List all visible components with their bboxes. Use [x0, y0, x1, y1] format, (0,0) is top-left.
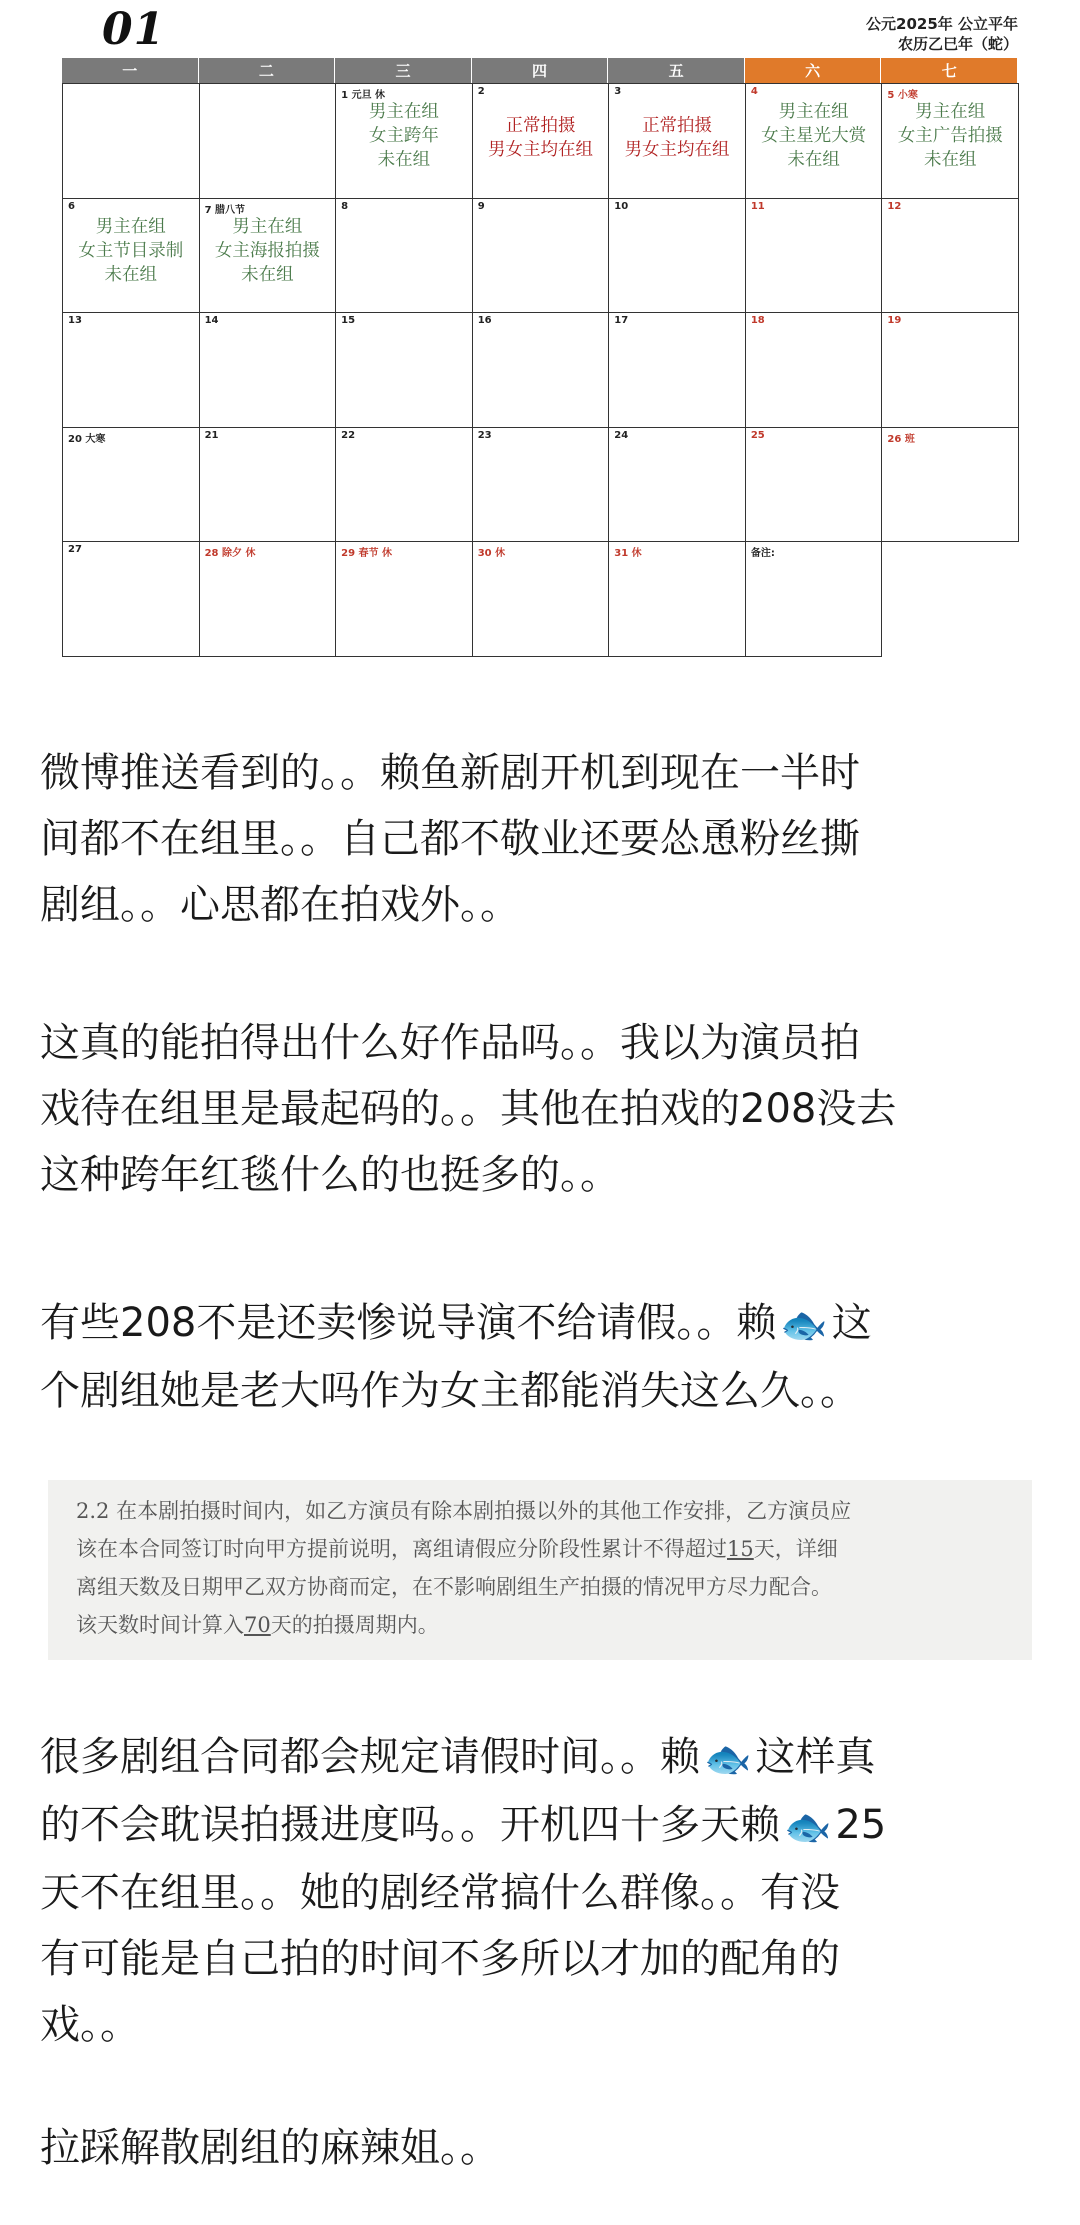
day-event-line: 女主海报拍摄 — [214, 240, 320, 261]
day-number: 28 除夕 休 — [204, 548, 256, 559]
day-number: 25 — [750, 429, 765, 441]
day-number: 15 — [341, 315, 356, 326]
post-text: 这真的能拍得出什么好作品吗。。我以为演员拍 — [40, 1020, 860, 1066]
contract-shoot-days: 70 — [244, 1613, 271, 1637]
post-text: 这种跨年红毯什么的也挺多的。。 — [40, 1152, 620, 1198]
day-event-line: 男主在组 — [95, 216, 166, 237]
contract-excerpt-image — [48, 1480, 1032, 1660]
post-text: 个剧组她是老大吗作为女主都能消失这么久。。 — [40, 1368, 860, 1414]
calendar-day-cell — [746, 313, 883, 428]
day-number: 1 元旦 休 — [341, 90, 386, 101]
calendar-day-cell — [746, 542, 883, 657]
day-event — [336, 100, 472, 172]
day-event-line: 男女主均在组 — [624, 140, 730, 160]
calendar-day-cell — [336, 542, 473, 657]
day-number: 16 — [477, 315, 492, 326]
day-event-line: 正常拍摄 — [505, 116, 576, 136]
calendar-lunar-line: 农历乙巳年（蛇） — [897, 35, 1018, 53]
calendar-day-cell — [473, 199, 610, 314]
post-text: 戏。。 — [40, 2002, 140, 2048]
day-number: 14 — [204, 315, 219, 326]
day-number: 31 休 — [614, 548, 642, 559]
calendar-year-line: 公元2025年 公立平年 — [866, 15, 1018, 33]
calendar-day-cell — [882, 84, 1019, 199]
day-number: 7 腊八节 — [204, 204, 246, 216]
post-text: 戏待在组里是最起码的。。其他在拍戏的208没去 — [40, 1086, 897, 1132]
calendar-day-cell — [473, 84, 610, 199]
day-number: 12 — [887, 200, 902, 212]
post-text: 微博推送看到的。。赖鱼新剧开机到现在一半时 — [40, 750, 860, 796]
post-text: 25 — [835, 1802, 887, 1848]
post-paragraph-2 — [40, 1010, 1040, 1208]
day-event — [746, 100, 882, 172]
contract-line: 2.2 在本剧拍摄时间内，如乙方演员有除本剧拍摄以外的其他工作安排，乙方演员应 — [76, 1499, 852, 1523]
calendar-day-cell — [336, 199, 473, 314]
post-text: 有可能是自己拍的时间不多所以才加的配角的 — [40, 1936, 840, 1982]
post-paragraph-1 — [40, 740, 1040, 938]
post-text: 拉踩解散剧组的麻辣姐。。 — [40, 2125, 500, 2171]
calendar-day-cell — [609, 313, 746, 428]
calendar-day-cell — [882, 542, 1019, 657]
post-text: 有些208不是还卖惨说导演不给请假。。赖 — [40, 1300, 777, 1346]
day-number: 24 — [614, 429, 629, 441]
calendar-weekday-header — [62, 58, 1018, 83]
contract-leave-days: 15 — [727, 1537, 754, 1561]
day-event — [63, 215, 199, 287]
day-event — [609, 114, 745, 162]
fish-emoji-icon: 🐟 — [780, 1303, 828, 1347]
calendar-day-cell — [609, 542, 746, 657]
day-event-line: 男主在组 — [368, 102, 439, 122]
day-number: 5 小寒 — [887, 90, 918, 101]
day-number: 4 — [750, 86, 758, 97]
day-number: 23 — [477, 429, 492, 441]
calendar-image — [0, 0, 1080, 668]
weekday-label: 一 — [62, 58, 199, 83]
calendar-day-cell — [336, 313, 473, 428]
day-number: 8 — [341, 200, 349, 212]
contract-line: 天的拍摄周期内。 — [270, 1613, 439, 1637]
contract-line: 该天数时间计算入 — [76, 1613, 244, 1637]
post-text: 天不在组里。。她的剧经常搞什么群像。。有没 — [40, 1870, 840, 1916]
calendar-day-cell — [473, 542, 610, 657]
day-event — [882, 100, 1018, 172]
day-number: 13 — [68, 315, 82, 326]
day-event-line: 女主广告拍摄 — [897, 126, 1003, 146]
day-event-line: 未在组 — [377, 150, 431, 170]
day-number: 29 春节 休 — [341, 548, 393, 559]
post-text: 的不会耽误拍摄进度吗。。开机四十多天赖 — [40, 1802, 780, 1848]
calendar-day-cell — [746, 84, 883, 199]
day-event-line: 未在组 — [104, 264, 158, 285]
day-event — [200, 215, 336, 287]
calendar-day-cell — [336, 84, 473, 199]
calendar-day-cell — [63, 313, 200, 428]
day-number: 22 — [341, 429, 356, 441]
day-event-line: 女主星光大赏 — [761, 126, 867, 146]
weekday-label: 二 — [199, 58, 336, 83]
calendar-day-cell — [746, 199, 883, 314]
post-text: 剧组。。心思都在拍戏外。。 — [40, 882, 520, 928]
calendar-month: 01 — [102, 4, 166, 55]
day-number: 备注: — [750, 548, 775, 559]
calendar-day-cell — [609, 84, 746, 199]
day-event-line: 女主跨年 — [368, 126, 439, 146]
post-text: 这 — [831, 1300, 872, 1346]
day-event-line: 未在组 — [241, 264, 294, 285]
day-number: 11 — [750, 200, 765, 212]
day-number: 9 — [477, 200, 485, 212]
day-number: 10 — [614, 200, 629, 212]
contract-line: 该在本合同签订时向甲方提前说明，离组请假应分阶段性累计不得超过 — [76, 1537, 727, 1561]
post-text: 很多剧组合同都会规定请假时间。。赖 — [40, 1734, 700, 1780]
calendar-day-cell — [473, 313, 610, 428]
day-number: 18 — [750, 315, 765, 326]
calendar-day-cell — [200, 84, 337, 199]
day-number: 20 大寒 — [68, 433, 106, 445]
calendar-day-cell — [200, 313, 337, 428]
contract-line: 天，详细 — [753, 1537, 838, 1561]
calendar-grid — [62, 83, 1019, 657]
calendar-day-cell — [200, 428, 337, 543]
calendar-day-cell — [609, 428, 746, 543]
contract-text — [76, 1492, 1012, 1644]
day-number: 26 班 — [887, 433, 915, 445]
day-event-line: 正常拍摄 — [642, 116, 713, 136]
day-number: 19 — [887, 315, 902, 326]
calendar-day-cell — [63, 84, 200, 199]
calendar-year-info — [866, 14, 1018, 54]
weekday-label: 七 — [881, 58, 1018, 83]
contract-line: 离组天数及日期甲乙双方协商而定，在不影响剧组生产拍摄的情况甲方尽力配合。 — [76, 1575, 832, 1599]
day-event-line: 男主在组 — [232, 216, 303, 237]
weekday-label: 六 — [745, 58, 882, 83]
fish-emoji-icon: 🐟 — [704, 1737, 752, 1781]
post-paragraph-3 — [40, 1290, 1040, 1424]
fish-emoji-icon: 🐟 — [784, 1805, 832, 1849]
day-number: 2 — [477, 86, 485, 97]
calendar-day-cell — [746, 428, 883, 543]
post-text: 这样真 — [755, 1734, 876, 1780]
calendar-day-cell — [882, 199, 1019, 314]
day-event — [473, 114, 609, 162]
post-paragraph-5 — [40, 2115, 1040, 2181]
calendar-day-cell — [473, 428, 610, 543]
day-event-line: 女主节目录制 — [78, 240, 184, 261]
weekday-label: 四 — [472, 58, 609, 83]
calendar-day-cell — [63, 199, 200, 314]
calendar-day-cell — [882, 428, 1019, 543]
day-number: 17 — [614, 315, 629, 326]
day-number: 30 休 — [477, 548, 506, 559]
day-event-line: 男主在组 — [915, 102, 986, 122]
calendar-day-cell — [882, 313, 1019, 428]
day-event-line: 未在组 — [923, 150, 977, 170]
post-text: 间都不在组里。。自己都不敬业还要怂恿粉丝撕 — [40, 816, 860, 862]
calendar-day-cell — [63, 428, 200, 543]
post-paragraph-4 — [40, 1724, 1040, 2058]
calendar-day-cell — [200, 199, 337, 314]
day-event-line: 未在组 — [787, 150, 840, 170]
calendar-day-cell — [336, 428, 473, 543]
day-number: 6 — [68, 200, 75, 212]
weekday-label: 三 — [335, 58, 472, 83]
calendar-day-cell — [200, 542, 337, 657]
weekday-label: 五 — [608, 58, 745, 83]
day-event-line: 男主在组 — [778, 102, 849, 122]
day-number: 27 — [68, 544, 82, 555]
day-event-line: 男女主均在组 — [487, 140, 593, 160]
day-number: 3 — [614, 86, 622, 97]
calendar-day-cell — [609, 199, 746, 314]
day-number: 21 — [204, 429, 219, 441]
calendar-day-cell — [63, 542, 200, 657]
